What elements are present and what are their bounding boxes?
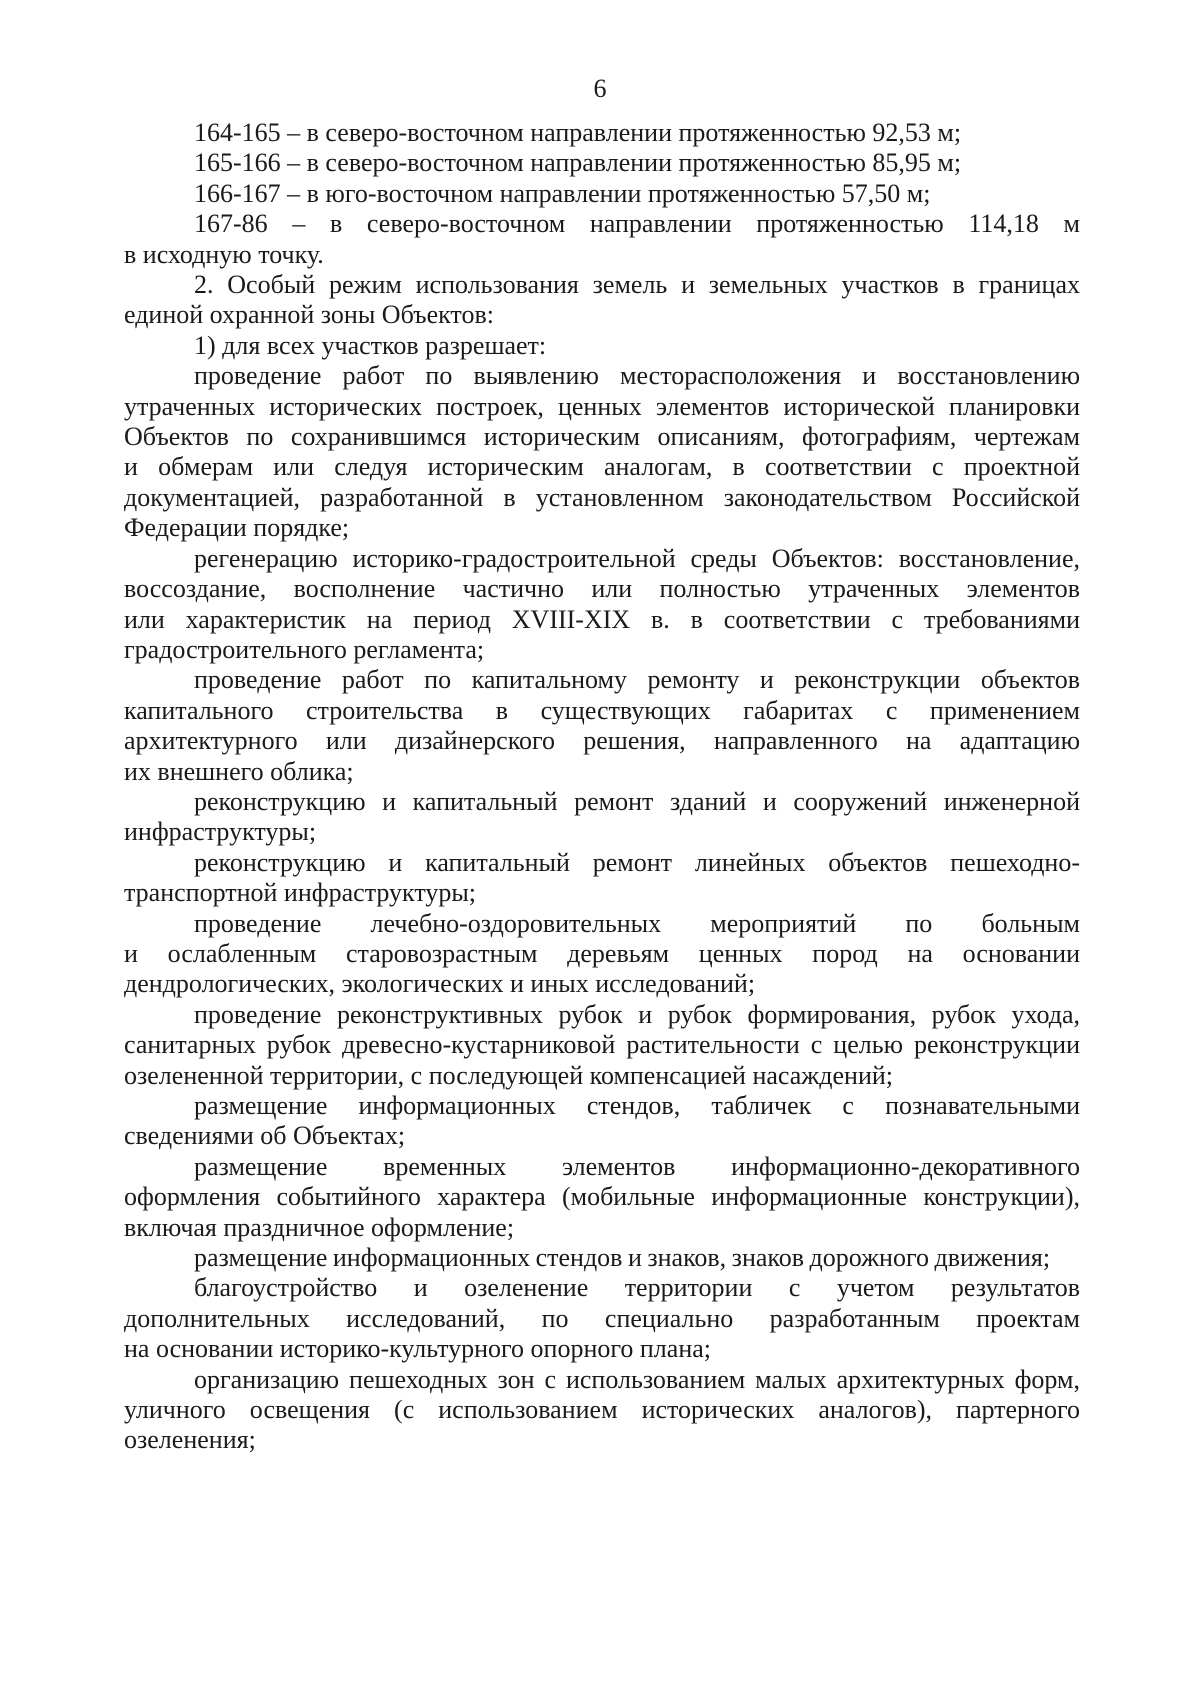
text-line: Объектов по сохранившимся историческим описаниям, фотографиям, чертежам [124, 422, 1080, 452]
text-line: включая праздничное оформление; [124, 1212, 515, 1242]
text-line: размещение временных элементов информационно-декоративного [194, 1151, 1080, 1181]
text-line: озелененной территории, с последующей компенсацией насаждений; [124, 1060, 893, 1090]
text-line: воссоздание, восполнение частично или полностью утраченных элементов [124, 574, 1080, 604]
text-line: градостроительного регламента; [124, 634, 485, 664]
text-line: организацию пешеходных зон с использованием малых архитектурных форм, [194, 1364, 1080, 1394]
text-line: и обмерам или следуя историческим аналогам, в соответствии с проектной [124, 452, 1080, 482]
text-line: дендрологических, экологических и иных исследований; [124, 969, 756, 999]
text-line: на основании историко-культурного опорного плана; [124, 1334, 711, 1364]
text-line: транспортной инфраструктуры; [124, 878, 477, 908]
text-line: 2. Особый режим использования земель и земельных участков в границах [194, 270, 1080, 300]
document-body [124, 118, 1080, 1456]
text-line: 166-167 – в юго-восточном направлении протяженностью 57,50 м; [194, 178, 931, 208]
page-number: 6 [593, 74, 607, 103]
text-line: благоустройство и озеленение территории с учетом результатов [194, 1273, 1080, 1303]
text-line: проведение реконструктивных рубок и рубок формирования, рубок ухода, [194, 999, 1080, 1029]
text-line: проведение работ по капитальному ремонту и реконструкции объектов [194, 665, 1080, 695]
text-line: проведение работ по выявлению месторасположения и восстановлению [194, 361, 1080, 391]
text-line: 167-86 – в северо-восточном направлении протяженностью 114,18 м [194, 209, 1080, 239]
text-line: архитектурного или дизайнерского решения, направленного на адаптацию [124, 726, 1080, 756]
text-line: размещение информационных стендов, табличек с познавательными [194, 1091, 1080, 1120]
text-line: дополнительных исследований, по специально разработанным проектам [124, 1303, 1080, 1333]
text-line: Федерации порядке; [124, 513, 350, 543]
text-line: утраченных исторических построек, ценных элементов исторической планировки [124, 391, 1080, 421]
text-line: 164-165 – в северо-восточном направлении протяженностью 92,53 м; [194, 118, 962, 147]
text-line: 165-166 – в северо-восточном направлении протяженностью 85,95 м; [194, 148, 962, 178]
text-line: 1) для всех участков разрешает: [194, 330, 547, 360]
text-line: документацией, разработанной в установленном законодательством Российской [124, 482, 1080, 512]
text-line: сведениями об Объектах; [124, 1121, 406, 1151]
text-line: регенерацию историко-градостроительной среды Объектов: восстановление, [194, 543, 1080, 573]
text-line: проведение лечебно-оздоровительных мероприятий по больным [194, 908, 1080, 938]
text-line: уличного освещения (с использованием исторических аналогов), партерного [124, 1395, 1080, 1425]
text-line: или характеристик на период XVIII-XIX в. в соответствии с требованиями [124, 604, 1080, 634]
text-line: в исходную точку. [124, 239, 324, 269]
text-line: реконструкцию и капитальный ремонт зданий и сооружений инженерной [194, 786, 1080, 816]
text-line: оформления событийного характера (мобильные информационные конструкции), [124, 1182, 1080, 1212]
text-line: капитального строительства в существующих габаритах с применением [124, 695, 1080, 725]
text-line: размещение информационных стендов и знаков, знаков дорожного движения; [194, 1243, 1051, 1273]
text-line: реконструкцию и капитальный ремонт линейных объектов пешеходно- [194, 847, 1080, 877]
text-line: их внешнего облика; [124, 756, 354, 786]
text-line: озеленения; [124, 1425, 256, 1455]
text-line: инфраструктуры; [124, 817, 317, 847]
text-line: санитарных рубок древесно-кустарниковой растительности с целью реконструкции [124, 1030, 1080, 1060]
text-line: и ослабленным старовозрастным деревьям ценных пород на основании [124, 938, 1080, 968]
text-line: единой охранной зоны Объектов: [124, 300, 494, 330]
